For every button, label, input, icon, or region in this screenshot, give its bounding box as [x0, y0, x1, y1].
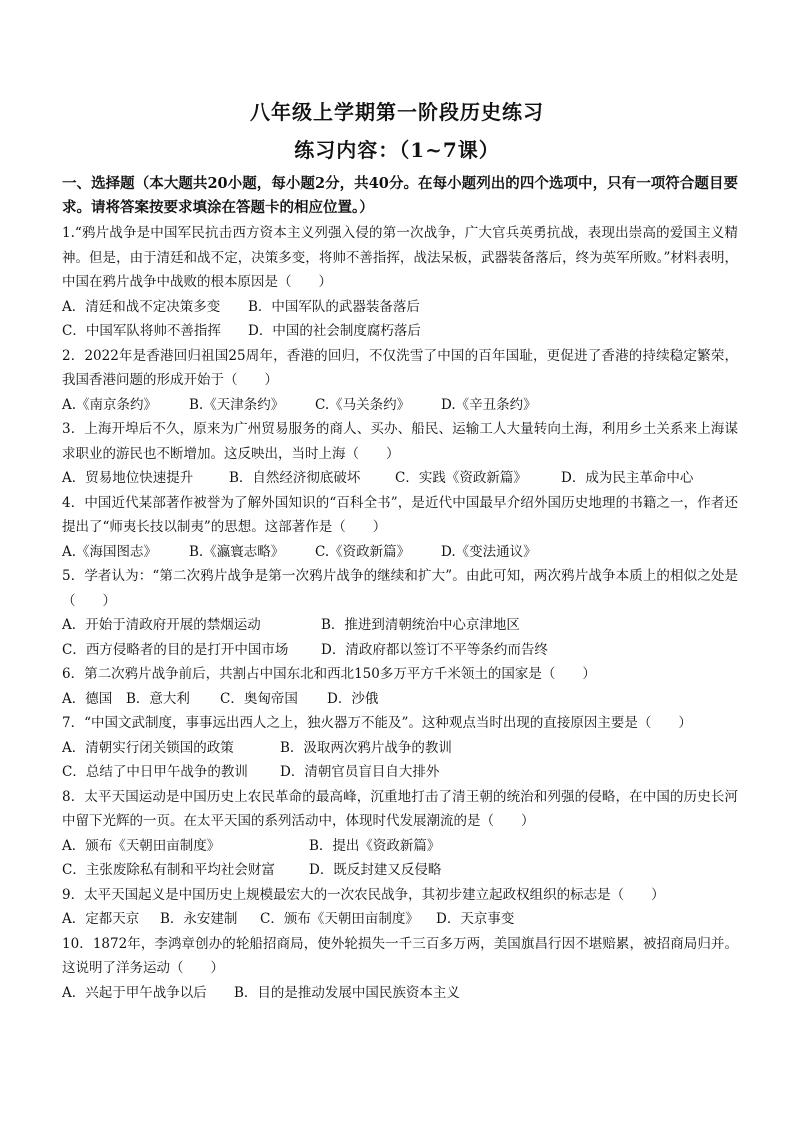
question-7: [62, 711, 738, 785]
question-6: [62, 662, 738, 711]
question-stem: 10．1872年，李鸿章创办的轮船招商局，使外轮损失一千三百多万两，美国旗昌行因不堪赔累，被招商局归并。这说明了洋务运动（ ）: [62, 935, 738, 976]
question-stem: 9．太平天国起义是中国历史上规模最宏大的一次农民战争，其初步建立起政权组织的标志是（ ）: [62, 886, 665, 903]
question-10: [62, 932, 738, 1006]
option-b: B．目的是推动发展中国民族资本主义: [234, 984, 460, 1001]
question-stem: 7．“中国文武制度，事事远出西人之上，独火器万不能及”。这种观点当时出现的直接原因主要是（ ）: [62, 715, 692, 731]
option-row: [62, 981, 738, 1006]
option-d: D.《变法通议》: [441, 543, 537, 560]
option-c: C．西方侵略者的目的是打开中国市场: [62, 641, 289, 658]
page-subtitle: 练习内容：（1~7课）: [294, 138, 500, 162]
option-b: B.《天津条约》: [189, 396, 285, 413]
option-a: A.《海国图志》: [62, 543, 158, 560]
option-d: D．既反封建又反侵略: [309, 862, 442, 878]
page-title: 八年级上学期第一阶段历史练习: [250, 100, 544, 124]
option-d: D．中国的社会制度腐朽落后: [248, 323, 421, 339]
option-row: [62, 687, 738, 712]
option-d: D.《辛丑条约》: [441, 396, 537, 413]
option-d: D．成为民主革命中心: [561, 470, 694, 486]
question-2: [62, 344, 738, 418]
option-d: D．天京事变: [436, 911, 515, 927]
question-stem: 8．太平天国运动是中国历史上农民革命的最高峰，沉重地打击了清王朝的统治和列强的侵略，在中国的历史长河中留下光辉的一页。在太平天国的系列活动中，体现时代发展潮流的是（ ）: [62, 788, 738, 829]
option-row: [62, 466, 738, 491]
exam-body: [62, 172, 738, 1005]
question-stem: 4．中国近代某部著作被誉为了解外国知识的“百科全书”，是近代中国最早介绍外国历史地理的书籍之一，作者还提出了“师夷长技以制夷”的思想。这部著作是（ ）: [62, 494, 738, 535]
option-c: C．中国军队将帅不善指挥: [62, 323, 221, 339]
option-b: B．推进到清朝统治中心京津地区: [321, 617, 520, 633]
option-row: [62, 319, 738, 344]
question-stem: 5．学者认为：“第二次鸦片战争是第一次鸦片战争的继续和扩大”。由此可知，两次鸦片战争本质上的相似之处是（ ）: [62, 568, 738, 609]
option-b: B.《瀛寰志略》: [189, 543, 285, 560]
question-stem: 2．2022年是香港回归祖国25周年，香港的回归，不仅洗雪了中国的百年国耻，更促进了香港的持续稳定繁荣，我国香港问题的形成开始于（ ）: [62, 347, 738, 388]
option-d: D．沙俄: [327, 690, 379, 707]
option-row: [62, 393, 738, 418]
option-row: [62, 858, 738, 883]
question-8: [62, 785, 738, 883]
question-9: [62, 883, 738, 932]
option-a: A．颁布《天朝田亩制度》: [62, 837, 221, 854]
option-a: A．德国: [62, 690, 113, 707]
option-c: C.《马关条约》: [315, 396, 411, 413]
option-a: A.《南京条约》: [62, 396, 158, 413]
option-a: A．清廷和战不定决策多变: [62, 298, 221, 315]
question-5: [62, 564, 738, 662]
question-1: [62, 221, 738, 344]
option-row: [62, 613, 738, 638]
option-a: A．贸易地位快速提升: [62, 470, 194, 486]
option-row: [62, 295, 738, 320]
question-4: [62, 491, 738, 565]
option-a: A．定都天京: [62, 911, 140, 927]
option-row: [62, 540, 738, 565]
question-stem: 1.“鸦片战争是中国军民抗击西方资本主义列强入侵的第一次战争，广大官兵英勇抗战，表现出崇高的爱国主义精神。但是，由于清廷和战不定，决策多变，将帅不善指挥，战法呆板，武器装备落后，终为英军所败。”材料表明，中国在鸦片战争中战败的根本原因是（ ）: [62, 225, 738, 290]
option-b: B．汲取两次鸦片战争的教训: [280, 739, 452, 756]
option-row: [62, 907, 738, 932]
question-stem: 6．第二次鸦片战争前后，共割占中国东北和西北150多万平方千米领土的国家是（ ）: [62, 666, 596, 682]
option-a: A．兴起于甲午战争以后: [62, 984, 207, 1001]
option-b: B．中国军队的武器装备落后: [248, 298, 420, 315]
option-c: C．颁布《天朝田亩制度》: [260, 911, 419, 927]
option-a: A．开始于清政府开展的禁烟运动: [62, 617, 261, 633]
option-d: D．清政府都以签订不平等条约而告终: [321, 641, 548, 658]
question-3: [62, 417, 738, 491]
section-heading: 一、选择题（本大题共20小题，每小题2分，共40分。在每小题列出的四个选项中，只有一项符合题目要求。请将答案按要求填涂在答题卡的相应位置。）: [62, 175, 738, 216]
option-row: [62, 638, 738, 663]
option-b: B．意大利: [126, 690, 190, 707]
option-c: C.《资政新篇》: [315, 543, 411, 560]
option-a: A．清朝实行闭关锁国的政策: [62, 739, 234, 756]
option-row: [62, 760, 738, 785]
option-d: D．清朝官员盲目自大排外: [280, 764, 440, 780]
option-c: C．实践《资政新篇》: [395, 470, 527, 486]
option-c: C．总结了中日甲午战争的教训: [62, 764, 248, 780]
question-stem: 3．上海开埠后不久，原来为广州贸易服务的商人、买办、船民、运输工人大量转向土海，利用乡土关系来上海谋求职业的游民也不断增加。这反映出，当时上海（ ）: [62, 421, 738, 462]
option-c: C．主张废除私有制和平均社会财富: [62, 862, 275, 878]
option-b: B．提出《资政新篇》: [309, 837, 441, 854]
option-c: C．奥匈帝国: [220, 690, 298, 707]
option-b: B．自然经济彻底破坏: [229, 470, 361, 486]
option-row: [62, 736, 738, 761]
option-b: B．永安建制: [160, 911, 238, 927]
option-row: [62, 834, 738, 859]
